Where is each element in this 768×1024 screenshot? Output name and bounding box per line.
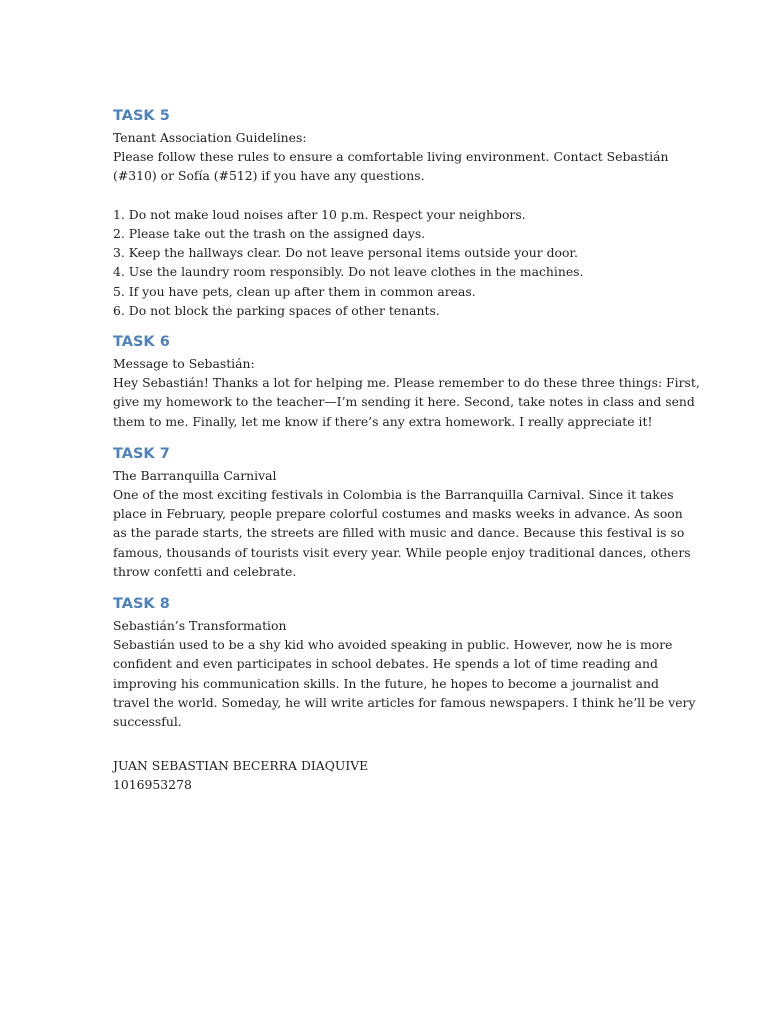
task-7-body-line: throw confetti and celebrate. xyxy=(113,563,297,579)
task-8-body-line: successful. xyxy=(113,714,182,730)
task-7-section xyxy=(113,442,691,581)
task-8-section xyxy=(113,592,696,731)
task-8-body-line: Sebastián used to be a shy kid who avoided speaking in public. However, now he is more xyxy=(113,637,673,653)
task-8-heading: TASK 8 xyxy=(113,596,170,613)
task-5-intro-line: (#310) or Sofía (#512) if you have any questions. xyxy=(113,168,425,184)
task-7-body-line: as the parade starts, the streets are filled with music and dance. Because this festival is so xyxy=(113,525,685,541)
task-8-title: Sebastián’s Transformation xyxy=(113,618,287,634)
task-5-intro-line: Please follow these rules to ensure a comfortable living environment. Contact Sebastián xyxy=(113,149,669,165)
author-id-number: 1016953278 xyxy=(113,777,192,793)
task-7-body-line: place in February, people prepare colorful costumes and masks weeks in advance. As soon xyxy=(113,506,683,522)
task-6-title: Message to Sebastián: xyxy=(113,356,255,372)
document-page xyxy=(113,104,700,795)
rule-item: 1. Do not make loud noises after 10 p.m. Respect your neighbors. xyxy=(113,206,526,222)
rule-item: 3. Keep the hallways clear. Do not leave personal items outside your door. xyxy=(113,245,578,261)
task-6-section xyxy=(113,330,700,431)
task-7-heading: TASK 7 xyxy=(113,445,170,462)
rule-item: 6. Do not block the parking spaces of other tenants. xyxy=(113,302,440,318)
task-5-title: Tenant Association Guidelines: xyxy=(113,130,307,145)
task-7-body-line: One of the most exciting festivals in Colombia is the Barranquilla Carnival. Since it takes xyxy=(113,487,674,503)
rule-item: 4. Use the laundry room responsibly. Do not leave clothes in the machines. xyxy=(113,264,584,280)
task-6-body-line: give my homework to the teacher—I’m sending it here. Second, take notes in class and send xyxy=(113,394,695,410)
task-7-body-line: famous, thousands of tourists visit every year. While people enjoy traditional dances, others xyxy=(113,544,691,560)
task-8-body-line: improving his communication skills. In the future, he hopes to become a journalist and xyxy=(113,675,659,691)
rule-item: 2. Please take out the trash on the assigned days. xyxy=(113,226,426,241)
task-7-title: The Barranquilla Carnival xyxy=(113,467,277,483)
task-6-heading: TASK 6 xyxy=(113,334,170,351)
task-5-section xyxy=(113,104,673,320)
task-6-body-line: them to me. Finally, let me know if there’s any extra homework. I really appreciate it! xyxy=(113,413,653,429)
task-5-heading: TASK 5 xyxy=(113,108,170,124)
task-8-body-line: confident and even participates in school debates. He spends a lot of time reading and xyxy=(113,656,658,672)
task-8-body-line: travel the world. Someday, he will write articles for famous newspapers. I think he’ll be very xyxy=(113,694,696,710)
task-6-body-line: Hey Sebastián! Thanks a lot for helping me. Please remember to do these three things: First, xyxy=(113,375,700,391)
blank-line xyxy=(113,186,673,205)
signature-block xyxy=(113,756,673,794)
rule-item: 5. If you have pets, clean up after them in common areas. xyxy=(113,283,476,299)
author-name: JUAN SEBASTIAN BECERRA DIAQUIVE xyxy=(113,758,369,774)
